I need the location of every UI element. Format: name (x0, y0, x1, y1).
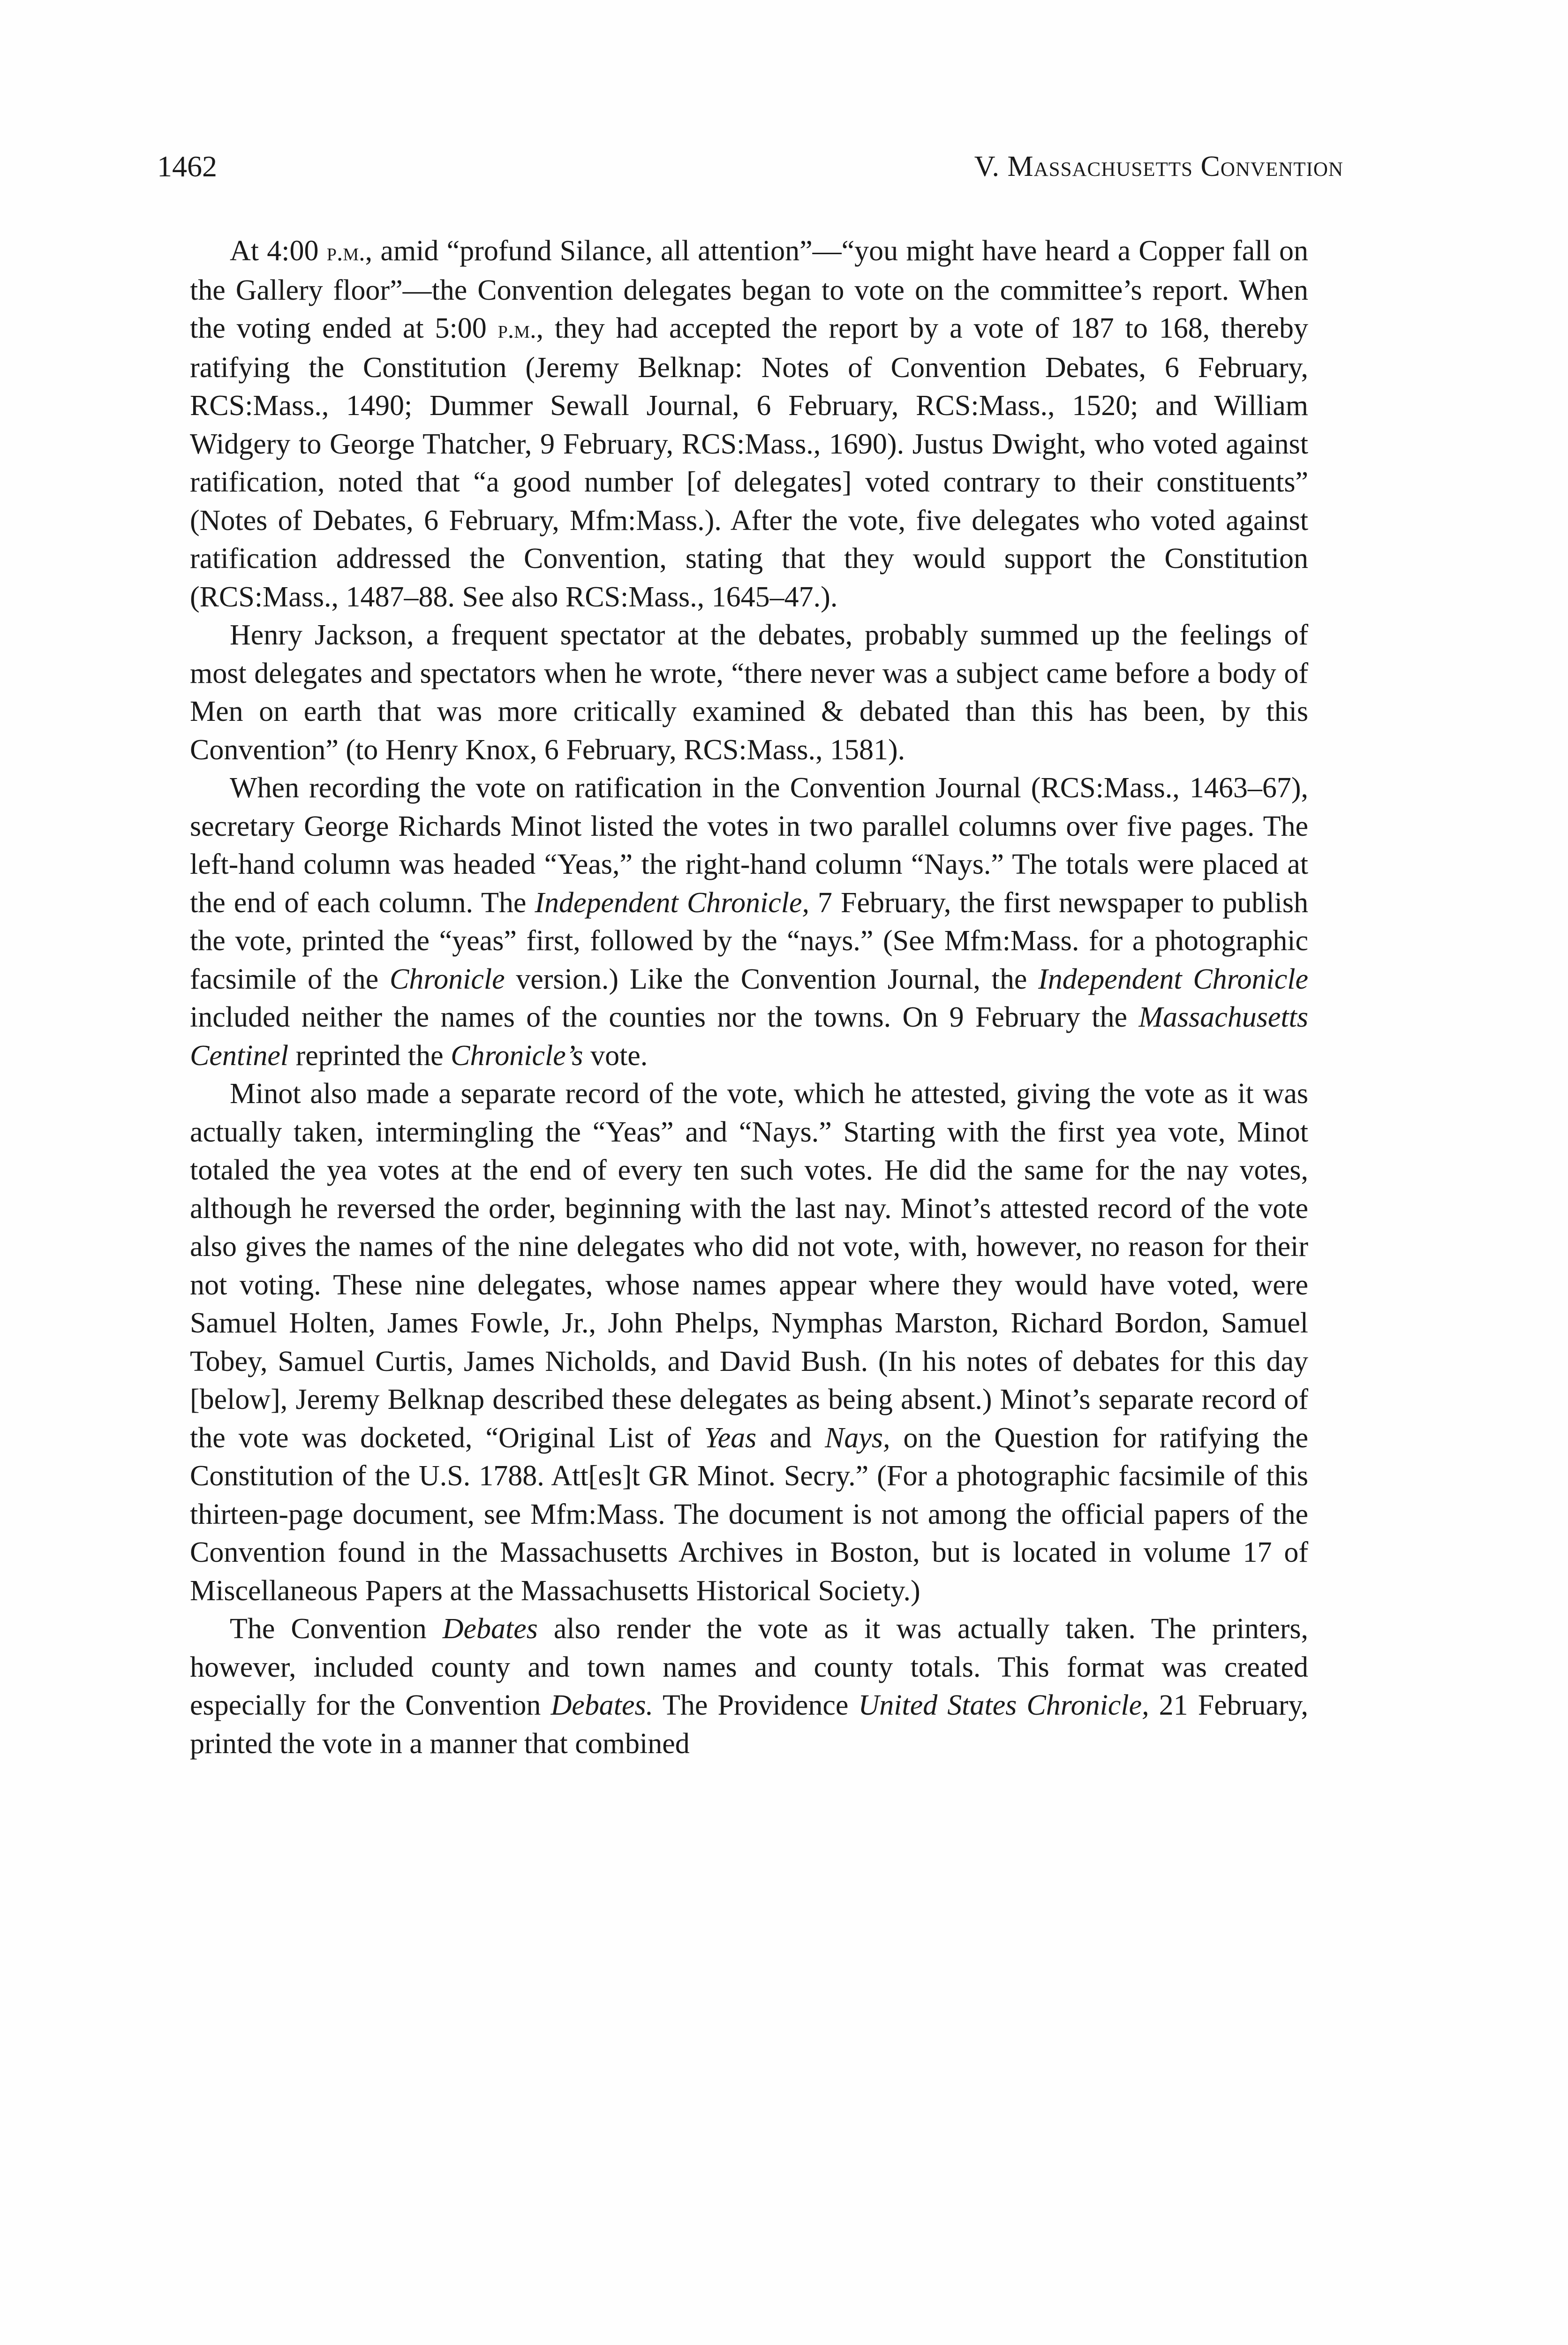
text-segment: and (756, 1422, 825, 1454)
paragraph (190, 769, 1308, 1075)
text-segment: When recording the vote on ratification in the Convention Journal (RCS:Mass., 1463–67), secretary George Richards Minot listed the votes in two parallel columns over five pages. The left-hand column was headed “Yeas,” the right-hand column “Nays.” The totals were placed at the end of each column. The (190, 772, 1308, 919)
text-segment: The Providence (653, 1689, 859, 1721)
text-segment: Henry Jackson, a frequent spectator at the debates, probably summed up the feelings of most delegates and spectators when he wrote, “there never was a subject came before a body of Men on earth that was more critically examined & debated than this has been, by this Convention” (to Henry Knox, 6 February, RCS:Mass., 1581). (190, 619, 1308, 766)
text-segment: , amid “profund Silance, all attention”—“you might have heard a Copper fall on the Gallery floor”—the Convention delegates began to vote on the committee’s report. When the voting ended at 5:00 (190, 235, 1308, 344)
paragraph (190, 232, 1308, 616)
italic-text: Nays, (824, 1422, 890, 1454)
text-segment: on the Question for ratifying the Constitution of the U.S. 1788. Att[es]t GR Minot. Secry.” (For a photographic facsimile of this thirteen-page document, see Mfm:Mass. The document is not among the official papers of the Convention found in the Massachusetts Archives in Boston, but is located in volume 17 of Miscellaneous Papers at the Massachusetts Historical Society.) (190, 1422, 1308, 1607)
body-text (190, 232, 1308, 1763)
text-segment: included neither the names of the counties nor the towns. On 9 February the (190, 1001, 1139, 1033)
text-segment: , they had accepted the report by a vote of 187 to 168, thereby ratifying the Constitution (Jeremy Belknap: Notes of Convention Debates, 6 February, RCS:Mass., 1490; Dummer Sewall Journal, 6 February, RCS:Mass., 1520; and William Widgery to George Thatcher, 9 February, RCS:Mass., 1690). Justus Dwight, who voted against ratification, noted that “a good number [of delegates] voted contrary to their constituents” (Notes of Debates, 6 February, Mfm:Mass.). After the vote, five delegates who voted against ratification addressed the Convention, stating that they would support the Constitution (RCS:Mass., 1487–88. See also RCS:Mass., 1645–47.). (190, 312, 1309, 613)
text-segment: reprinted the (288, 1039, 451, 1072)
italic-text: Yeas (704, 1422, 757, 1454)
paragraph (190, 616, 1308, 769)
page-number: 1462 (157, 150, 217, 183)
paragraph (190, 1075, 1308, 1610)
text-segment: version.) Like the Convention Journal, the (505, 963, 1039, 995)
text-segment: also render the vote as it was actually taken. The printers, however, included county and town names and county totals. This format was created especially for the Convention (190, 1613, 1308, 1721)
running-head: V. Massachusetts Convention (974, 151, 1343, 182)
italic-text: Debates (442, 1613, 538, 1645)
small-caps-text: p.m. (326, 238, 365, 266)
text-segment: vote. (583, 1039, 648, 1072)
text-segment: 7 February, the first newspaper to publish the vote, printed the “yeas” first, followed by the “nays.” (See Mfm:Mass. for a photographic facsimile of the (190, 886, 1308, 995)
page-header (157, 145, 1343, 188)
paragraph (190, 1610, 1308, 1763)
italic-text: Independent Chronicle, (535, 886, 809, 919)
text-segment: At 4:00 (230, 235, 327, 267)
text-segment: The Convention (230, 1613, 443, 1645)
italic-text: Independent Chronicle (1038, 963, 1308, 995)
italic-text: United States Chronicle, (858, 1689, 1149, 1721)
italic-text: Chronicle’s (451, 1039, 583, 1072)
italic-text: Debates. (550, 1689, 654, 1721)
small-caps-text: p.m. (498, 315, 536, 343)
text-segment: Minot also made a separate record of the vote, which he attested, giving the vote as it was actually taken, intermingling the “Yeas” and “Nays.” Starting with the first yea vote, Minot totaled the yea votes at the end of every ten such votes. He did the same for the nay votes, although he reversed the order, beginning with the last nay. Minot’s attested record of the vote also gives the names of the nine delegates who did not vote, with, however, no reason for their not voting. These nine delegates, whose names appear where they would have voted, were Samuel Holten, James Fowle, Jr., John Phelps, Nymphas Marston, Richard Bordon, Samuel Tobey, Samuel Curtis, James Nicholds, and David Bush. (In his notes of debates for this day [below], Jeremy Belknap described these delegates as being absent.) Minot’s separate record of the vote was docketed, “Original List of (190, 1078, 1308, 1454)
italic-text: Chronicle (389, 963, 505, 995)
text-segment: 21 February, printed the vote in a manner that combined (190, 1689, 1308, 1760)
italic-text: Massachusetts Centinel (190, 1001, 1308, 1072)
